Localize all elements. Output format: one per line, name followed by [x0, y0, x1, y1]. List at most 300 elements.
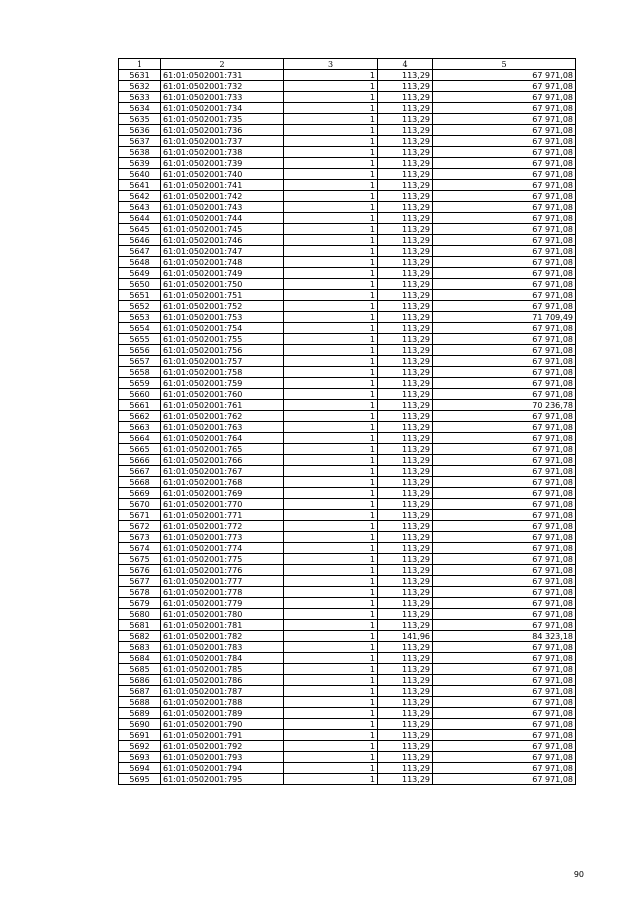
- quantity-cell: 1: [284, 147, 378, 158]
- quantity-cell: 1: [284, 70, 378, 81]
- table-row: [119, 763, 576, 774]
- table-row: [119, 653, 576, 664]
- row-number-cell: 5677: [119, 576, 161, 587]
- table-row: [119, 389, 576, 400]
- value-cell: 67 971,08: [433, 81, 576, 92]
- value-cell: 67 971,08: [433, 235, 576, 246]
- value-cell: 67 971,08: [433, 730, 576, 741]
- row-number-cell: 5666: [119, 455, 161, 466]
- area-cell: 113,29: [378, 620, 433, 631]
- value-cell: 67 971,08: [433, 191, 576, 202]
- cadastral-number-cell: 61:01:0502001:749: [161, 268, 284, 279]
- row-number-cell: 5661: [119, 400, 161, 411]
- table-row: [119, 378, 576, 389]
- table-row: [119, 642, 576, 653]
- value-cell: 67 971,08: [433, 92, 576, 103]
- quantity-cell: 1: [284, 312, 378, 323]
- area-cell: 113,29: [378, 301, 433, 312]
- header-col-3: 3: [284, 59, 378, 70]
- area-cell: 113,29: [378, 488, 433, 499]
- quantity-cell: 1: [284, 125, 378, 136]
- row-number-cell: 5658: [119, 367, 161, 378]
- value-cell: 67 971,08: [433, 686, 576, 697]
- cadastral-number-cell: 61:01:0502001:758: [161, 367, 284, 378]
- area-cell: 113,29: [378, 81, 433, 92]
- cadastral-number-cell: 61:01:0502001:750: [161, 279, 284, 290]
- value-cell: 67 971,08: [433, 576, 576, 587]
- value-cell: 67 971,08: [433, 433, 576, 444]
- row-number-cell: 5670: [119, 499, 161, 510]
- cadastral-number-cell: 61:01:0502001:788: [161, 697, 284, 708]
- quantity-cell: 1: [284, 378, 378, 389]
- table-row: [119, 81, 576, 92]
- value-cell: 67 971,08: [433, 510, 576, 521]
- table-row: [119, 235, 576, 246]
- cadastral-number-cell: 61:01:0502001:762: [161, 411, 284, 422]
- cadastral-number-cell: 61:01:0502001:781: [161, 620, 284, 631]
- cadastral-number-cell: 61:01:0502001:745: [161, 224, 284, 235]
- value-cell: 71 709,49: [433, 312, 576, 323]
- value-cell: 67 971,08: [433, 708, 576, 719]
- quantity-cell: 1: [284, 202, 378, 213]
- quantity-cell: 1: [284, 697, 378, 708]
- value-cell: 67 971,08: [433, 422, 576, 433]
- cadastral-number-cell: 61:01:0502001:734: [161, 103, 284, 114]
- row-number-cell: 5660: [119, 389, 161, 400]
- quantity-cell: 1: [284, 81, 378, 92]
- cadastral-number-cell: 61:01:0502001:765: [161, 444, 284, 455]
- value-cell: 67 971,08: [433, 125, 576, 136]
- area-cell: 113,29: [378, 466, 433, 477]
- row-number-cell: 5669: [119, 488, 161, 499]
- row-number-cell: 5632: [119, 81, 161, 92]
- header-col-4: 4: [378, 59, 433, 70]
- row-number-cell: 5686: [119, 675, 161, 686]
- value-cell: 67 971,08: [433, 521, 576, 532]
- cadastral-number-cell: 61:01:0502001:775: [161, 554, 284, 565]
- value-cell: 67 971,08: [433, 257, 576, 268]
- value-cell: 67 971,08: [433, 268, 576, 279]
- cadastral-number-cell: 61:01:0502001:782: [161, 631, 284, 642]
- quantity-cell: 1: [284, 103, 378, 114]
- row-number-cell: 5640: [119, 169, 161, 180]
- header-col-2: 2: [161, 59, 284, 70]
- row-number-cell: 5637: [119, 136, 161, 147]
- cadastral-number-cell: 61:01:0502001:791: [161, 730, 284, 741]
- table-row: [119, 268, 576, 279]
- row-number-cell: 5679: [119, 598, 161, 609]
- area-cell: 113,29: [378, 741, 433, 752]
- area-cell: 113,29: [378, 686, 433, 697]
- table-row: [119, 411, 576, 422]
- quantity-cell: 1: [284, 235, 378, 246]
- area-cell: 113,29: [378, 499, 433, 510]
- area-cell: 113,29: [378, 180, 433, 191]
- area-cell: 113,29: [378, 422, 433, 433]
- value-cell: 67 971,08: [433, 378, 576, 389]
- row-number-cell: 5650: [119, 279, 161, 290]
- quantity-cell: 1: [284, 675, 378, 686]
- quantity-cell: 1: [284, 620, 378, 631]
- table-row: [119, 202, 576, 213]
- table-row: [119, 521, 576, 532]
- row-number-cell: 5659: [119, 378, 161, 389]
- area-cell: 113,29: [378, 246, 433, 257]
- area-cell: 113,29: [378, 609, 433, 620]
- area-cell: 113,29: [378, 411, 433, 422]
- value-cell: 67 971,08: [433, 345, 576, 356]
- area-cell: 113,29: [378, 147, 433, 158]
- row-number-cell: 5667: [119, 466, 161, 477]
- quantity-cell: 1: [284, 774, 378, 785]
- area-cell: 113,29: [378, 642, 433, 653]
- row-number-cell: 5656: [119, 345, 161, 356]
- value-cell: 67 971,08: [433, 620, 576, 631]
- row-number-cell: 5678: [119, 587, 161, 598]
- table-row: [119, 752, 576, 763]
- table-row: [119, 367, 576, 378]
- cadastral-number-cell: 61:01:0502001:769: [161, 488, 284, 499]
- area-cell: 113,29: [378, 433, 433, 444]
- quantity-cell: 1: [284, 532, 378, 543]
- quantity-cell: 1: [284, 719, 378, 730]
- table-row: [119, 180, 576, 191]
- cadastral-number-cell: 61:01:0502001:793: [161, 752, 284, 763]
- quantity-cell: 1: [284, 92, 378, 103]
- cadastral-number-cell: 61:01:0502001:773: [161, 532, 284, 543]
- value-cell: 67 971,08: [433, 114, 576, 125]
- row-number-cell: 5654: [119, 323, 161, 334]
- area-cell: 113,29: [378, 158, 433, 169]
- cadastral-number-cell: 61:01:0502001:747: [161, 246, 284, 257]
- quantity-cell: 1: [284, 488, 378, 499]
- quantity-cell: 1: [284, 752, 378, 763]
- quantity-cell: 1: [284, 741, 378, 752]
- quantity-cell: 1: [284, 576, 378, 587]
- value-cell: 67 971,08: [433, 466, 576, 477]
- cadastral-number-cell: 61:01:0502001:751: [161, 290, 284, 301]
- cadastral-number-cell: 61:01:0502001:731: [161, 70, 284, 81]
- cadastral-number-cell: 61:01:0502001:783: [161, 642, 284, 653]
- area-cell: 113,29: [378, 235, 433, 246]
- row-number-cell: 5662: [119, 411, 161, 422]
- row-number-cell: 5668: [119, 477, 161, 488]
- value-cell: 67 971,08: [433, 543, 576, 554]
- area-cell: 113,29: [378, 268, 433, 279]
- value-cell: 67 971,08: [433, 774, 576, 785]
- cadastral-number-cell: 61:01:0502001:752: [161, 301, 284, 312]
- row-number-cell: 5676: [119, 565, 161, 576]
- area-cell: 113,29: [378, 730, 433, 741]
- area-cell: 113,29: [378, 653, 433, 664]
- table-row: [119, 554, 576, 565]
- row-number-cell: 5671: [119, 510, 161, 521]
- area-cell: 113,29: [378, 697, 433, 708]
- quantity-cell: 1: [284, 565, 378, 576]
- area-cell: 113,29: [378, 675, 433, 686]
- quantity-cell: 1: [284, 158, 378, 169]
- cadastral-number-cell: 61:01:0502001:733: [161, 92, 284, 103]
- row-number-cell: 5642: [119, 191, 161, 202]
- quantity-cell: 1: [284, 334, 378, 345]
- table-row: [119, 400, 576, 411]
- row-number-cell: 5636: [119, 125, 161, 136]
- row-number-cell: 5680: [119, 609, 161, 620]
- table-row: [119, 477, 576, 488]
- table-row: [119, 279, 576, 290]
- table-row: [119, 422, 576, 433]
- cadastral-number-cell: 61:01:0502001:766: [161, 455, 284, 466]
- cadastral-number-cell: 61:01:0502001:754: [161, 323, 284, 334]
- row-number-cell: 5693: [119, 752, 161, 763]
- cadastral-number-cell: 61:01:0502001:785: [161, 664, 284, 675]
- value-cell: 67 971,08: [433, 499, 576, 510]
- table-row: [119, 620, 576, 631]
- row-number-cell: 5646: [119, 235, 161, 246]
- table-row: [119, 92, 576, 103]
- quantity-cell: 1: [284, 708, 378, 719]
- value-cell: 67 971,08: [433, 213, 576, 224]
- value-cell: 67 971,08: [433, 290, 576, 301]
- area-cell: 113,29: [378, 521, 433, 532]
- cadastral-number-cell: 61:01:0502001:770: [161, 499, 284, 510]
- quantity-cell: 1: [284, 257, 378, 268]
- table-row: [119, 301, 576, 312]
- value-cell: 67 971,08: [433, 389, 576, 400]
- value-cell: 67 971,08: [433, 609, 576, 620]
- value-cell: 67 971,08: [433, 565, 576, 576]
- cadastral-number-cell: 61:01:0502001:759: [161, 378, 284, 389]
- cadastral-number-cell: 61:01:0502001:768: [161, 477, 284, 488]
- cadastral-number-cell: 61:01:0502001:746: [161, 235, 284, 246]
- table-row: [119, 730, 576, 741]
- quantity-cell: 1: [284, 268, 378, 279]
- value-cell: 67 971,08: [433, 158, 576, 169]
- cadastral-number-cell: 61:01:0502001:784: [161, 653, 284, 664]
- table-row: [119, 147, 576, 158]
- quantity-cell: 1: [284, 323, 378, 334]
- table-row: [119, 136, 576, 147]
- area-cell: 113,29: [378, 323, 433, 334]
- area-cell: 113,29: [378, 367, 433, 378]
- area-cell: 113,29: [378, 114, 433, 125]
- header-row: [119, 59, 576, 70]
- value-cell: 67 971,08: [433, 587, 576, 598]
- cadastral-number-cell: 61:01:0502001:742: [161, 191, 284, 202]
- area-cell: 113,29: [378, 587, 433, 598]
- area-cell: 113,29: [378, 378, 433, 389]
- area-cell: 113,29: [378, 70, 433, 81]
- value-cell: 67 971,08: [433, 367, 576, 378]
- area-cell: 113,29: [378, 565, 433, 576]
- value-cell: 67 971,08: [433, 180, 576, 191]
- area-cell: 113,29: [378, 532, 433, 543]
- quantity-cell: 1: [284, 642, 378, 653]
- area-cell: 113,29: [378, 708, 433, 719]
- quantity-cell: 1: [284, 653, 378, 664]
- table-row: [119, 774, 576, 785]
- value-cell: 67 971,08: [433, 697, 576, 708]
- table-row: [119, 356, 576, 367]
- table-row: [119, 565, 576, 576]
- row-number-cell: 5645: [119, 224, 161, 235]
- row-number-cell: 5664: [119, 433, 161, 444]
- table-row: [119, 246, 576, 257]
- area-cell: 113,29: [378, 477, 433, 488]
- area-cell: 113,29: [378, 334, 433, 345]
- area-cell: 113,29: [378, 356, 433, 367]
- area-cell: 113,29: [378, 455, 433, 466]
- row-number-cell: 5644: [119, 213, 161, 224]
- quantity-cell: 1: [284, 510, 378, 521]
- quantity-cell: 1: [284, 345, 378, 356]
- quantity-cell: 1: [284, 411, 378, 422]
- quantity-cell: 1: [284, 521, 378, 532]
- quantity-cell: 1: [284, 224, 378, 235]
- area-cell: 113,29: [378, 202, 433, 213]
- table-row: [119, 290, 576, 301]
- data-table: [118, 58, 576, 785]
- table-row: [119, 631, 576, 642]
- cadastral-number-cell: 61:01:0502001:741: [161, 180, 284, 191]
- cadastral-number-cell: 61:01:0502001:771: [161, 510, 284, 521]
- table-row: [119, 708, 576, 719]
- value-cell: 67 971,08: [433, 455, 576, 466]
- cadastral-number-cell: 61:01:0502001:776: [161, 565, 284, 576]
- value-cell: 67 971,08: [433, 279, 576, 290]
- value-cell: 67 971,08: [433, 103, 576, 114]
- table-row: [119, 664, 576, 675]
- area-cell: 113,29: [378, 345, 433, 356]
- header-col-1: 1: [119, 59, 161, 70]
- area-cell: 113,29: [378, 213, 433, 224]
- quantity-cell: 1: [284, 114, 378, 125]
- quantity-cell: 1: [284, 389, 378, 400]
- value-cell: 67 971,08: [433, 169, 576, 180]
- cadastral-number-cell: 61:01:0502001:764: [161, 433, 284, 444]
- value-cell: 84 323,18: [433, 631, 576, 642]
- value-cell: 67 971,08: [433, 598, 576, 609]
- table-row: [119, 598, 576, 609]
- table-row: [119, 488, 576, 499]
- area-cell: 113,29: [378, 598, 433, 609]
- table-row: [119, 125, 576, 136]
- table-row: [119, 686, 576, 697]
- value-cell: 67 971,08: [433, 70, 576, 81]
- table-row: [119, 675, 576, 686]
- row-number-cell: 5655: [119, 334, 161, 345]
- value-cell: 67 971,08: [433, 334, 576, 345]
- quantity-cell: 1: [284, 433, 378, 444]
- row-number-cell: 5691: [119, 730, 161, 741]
- quantity-cell: 1: [284, 466, 378, 477]
- row-number-cell: 5649: [119, 268, 161, 279]
- area-cell: 113,29: [378, 752, 433, 763]
- table-row: [119, 312, 576, 323]
- row-number-cell: 5651: [119, 290, 161, 301]
- area-cell: 113,29: [378, 543, 433, 554]
- cadastral-number-cell: 61:01:0502001:753: [161, 312, 284, 323]
- table-row: [119, 543, 576, 554]
- value-cell: 67 971,08: [433, 763, 576, 774]
- row-number-cell: 5687: [119, 686, 161, 697]
- table-row: [119, 158, 576, 169]
- quantity-cell: 1: [284, 763, 378, 774]
- quantity-cell: 1: [284, 664, 378, 675]
- row-number-cell: 5641: [119, 180, 161, 191]
- row-number-cell: 5689: [119, 708, 161, 719]
- table-row: [119, 587, 576, 598]
- area-cell: 113,29: [378, 763, 433, 774]
- row-number-cell: 5663: [119, 422, 161, 433]
- row-number-cell: 5682: [119, 631, 161, 642]
- area-cell: 113,29: [378, 444, 433, 455]
- quantity-cell: 1: [284, 180, 378, 191]
- table-row: [119, 224, 576, 235]
- area-cell: 113,29: [378, 191, 433, 202]
- cadastral-number-cell: 61:01:0502001:756: [161, 345, 284, 356]
- value-cell: 67 971,08: [433, 532, 576, 543]
- row-number-cell: 5672: [119, 521, 161, 532]
- area-cell: 113,29: [378, 224, 433, 235]
- table-body: [119, 70, 576, 785]
- table-row: [119, 576, 576, 587]
- row-number-cell: 5684: [119, 653, 161, 664]
- row-number-cell: 5635: [119, 114, 161, 125]
- area-cell: 113,29: [378, 774, 433, 785]
- cadastral-number-cell: 61:01:0502001:763: [161, 422, 284, 433]
- table-row: [119, 499, 576, 510]
- area-cell: 113,29: [378, 279, 433, 290]
- area-cell: 113,29: [378, 92, 433, 103]
- row-number-cell: 5634: [119, 103, 161, 114]
- cadastral-number-cell: 61:01:0502001:739: [161, 158, 284, 169]
- value-cell: 70 236,78: [433, 400, 576, 411]
- cadastral-number-cell: 61:01:0502001:792: [161, 741, 284, 752]
- table-row: [119, 532, 576, 543]
- row-number-cell: 5653: [119, 312, 161, 323]
- table-row: [119, 444, 576, 455]
- area-cell: 113,29: [378, 664, 433, 675]
- value-cell: 67 971,08: [433, 202, 576, 213]
- quantity-cell: 1: [284, 554, 378, 565]
- cadastral-number-cell: 61:01:0502001:778: [161, 587, 284, 598]
- row-number-cell: 5648: [119, 257, 161, 268]
- value-cell: 67 971,08: [433, 147, 576, 158]
- header-col-5: 5: [433, 59, 576, 70]
- row-number-cell: 5643: [119, 202, 161, 213]
- quantity-cell: 1: [284, 686, 378, 697]
- quantity-cell: 1: [284, 400, 378, 411]
- row-number-cell: 5652: [119, 301, 161, 312]
- value-cell: 67 971,08: [433, 411, 576, 422]
- area-cell: 113,29: [378, 169, 433, 180]
- area-cell: 113,29: [378, 510, 433, 521]
- quantity-cell: 1: [284, 246, 378, 257]
- table-row: [119, 345, 576, 356]
- area-cell: 113,29: [378, 136, 433, 147]
- cadastral-number-cell: 61:01:0502001:787: [161, 686, 284, 697]
- cadastral-number-cell: 61:01:0502001:737: [161, 136, 284, 147]
- table-row: [119, 323, 576, 334]
- quantity-cell: 1: [284, 587, 378, 598]
- row-number-cell: 5688: [119, 697, 161, 708]
- cadastral-number-cell: 61:01:0502001:757: [161, 356, 284, 367]
- cadastral-number-cell: 61:01:0502001:777: [161, 576, 284, 587]
- value-cell: 67 971,08: [433, 554, 576, 565]
- table-row: [119, 191, 576, 202]
- quantity-cell: 1: [284, 455, 378, 466]
